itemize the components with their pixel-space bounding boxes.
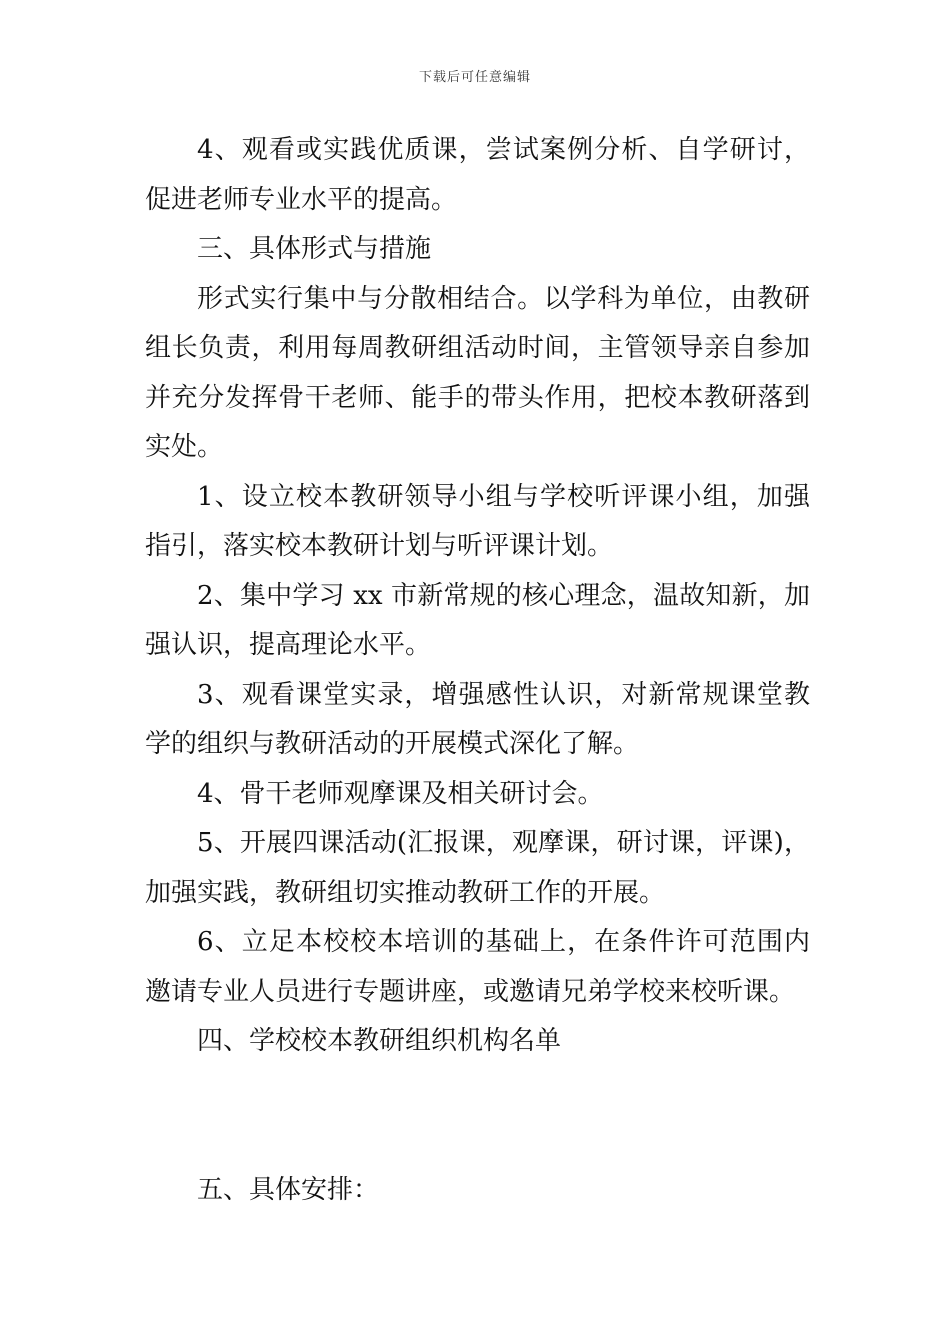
- list-item-3: 3、观看课堂实录，增强感性认识，对新常规课堂教学的组织与教研活动的开展模式深化了解。: [145, 679, 810, 759]
- paragraph-item-4-observe: 4、观看或实践优质课，尝试案例分析、自学研讨，促进老师专业水平的提高。: [145, 135, 810, 215]
- page-header: 下载后可任意编辑: [418, 70, 531, 85]
- list-item-2: 2、集中学习 xx 市新常规的核心理念，温故知新，加强认识，提高理论水平。: [145, 580, 810, 660]
- section-heading-3: 三、具体形式与措施: [197, 234, 432, 264]
- document-body: [145, 126, 810, 1215]
- list-item-6: 6、立足本校校本培训的基础上，在条件许可范围内邀请专业人员进行专题讲座，或邀请兄弟学校来校听课。: [145, 927, 810, 1007]
- list-item-5: 5、开展四课活动(汇报课，观摩课，研讨课，评课)，加强实践，教研组切实推动教研工作的开展。: [145, 828, 810, 908]
- section-heading-5: 五、具体安排：: [197, 1174, 380, 1205]
- blank-space: [145, 1067, 810, 1166]
- list-item-1: 1、设立校本教研领导小组与学校听评课小组，加强指引，落实校本教研计划与听评课计划。: [145, 481, 810, 561]
- section-heading-4: 四、学校校本教研组织机构名单: [197, 1026, 562, 1056]
- list-item-4: 4、骨干老师观摩课及相关研讨会。: [197, 778, 604, 809]
- paragraph-form: 形式实行集中与分散相结合。以学科为单位，由教研组长负责，利用每周教研组活动时间，主管领导亲自参加并充分发挥骨干老师、能手的带头作用，把校本教研落到实处。: [145, 283, 810, 462]
